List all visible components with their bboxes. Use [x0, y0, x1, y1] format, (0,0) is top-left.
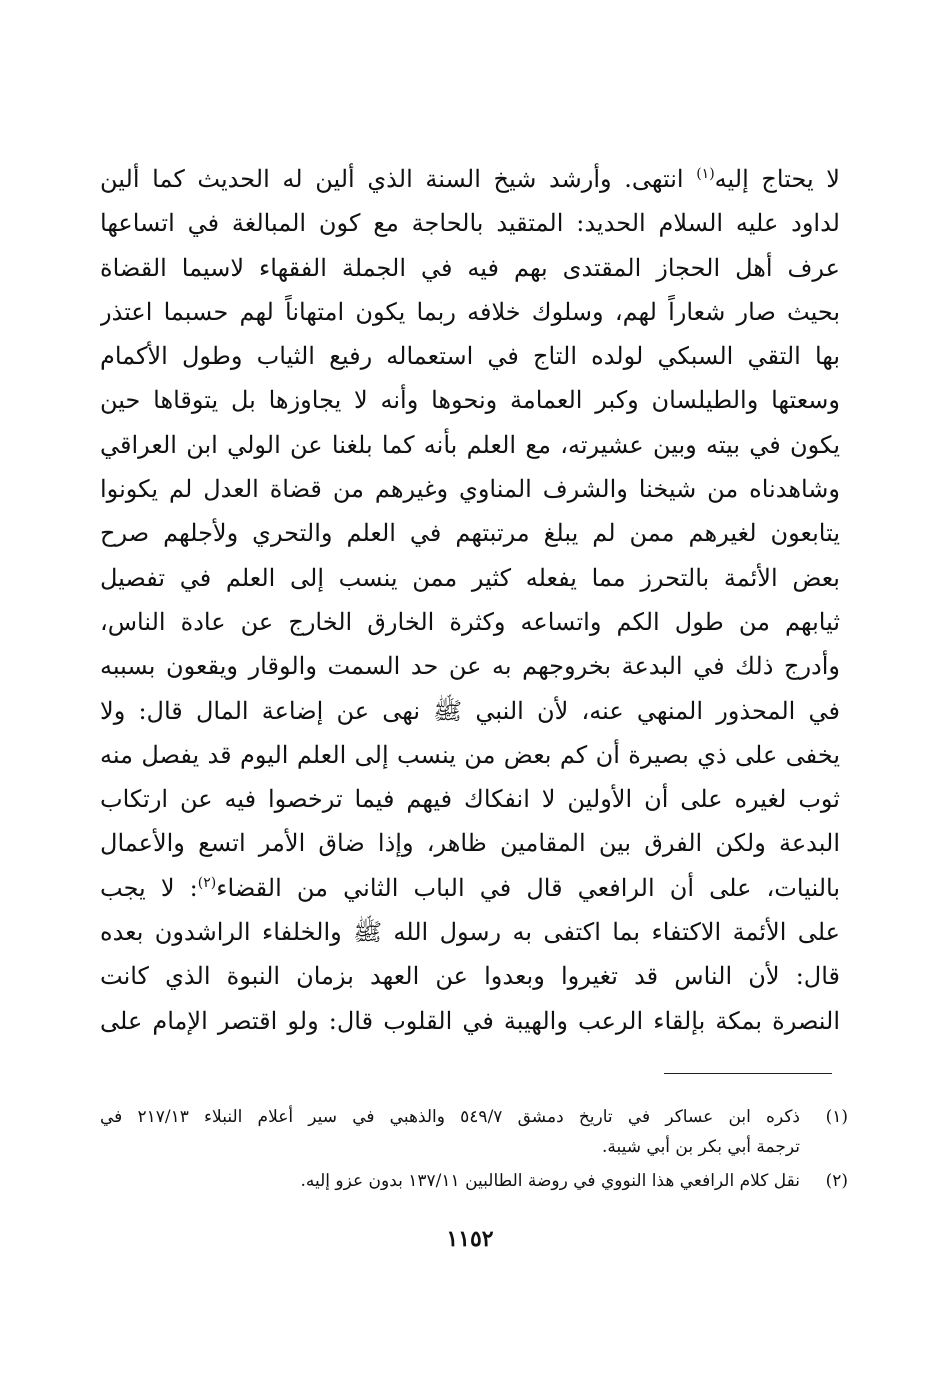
- text-line: وشاهدناه من شيخنا والشرف المناوي وغيرهم من قضاة العدل لم يكونوا: [100, 475, 840, 504]
- footnote-divider: [664, 1073, 832, 1074]
- page-number: ١١٥٢: [446, 1226, 494, 1252]
- text-line: بعض الأئمة بالتحرز مما يفعله كثير ممن ينسب إلى العلم في تفصيل: [100, 563, 840, 592]
- footnote-item: [100, 1102, 848, 1162]
- text-line: يكون في بيته وبين عشيرته، مع العلم بأنه كما بلغنا عن الولي ابن العراقي: [100, 430, 840, 459]
- text-line: البدعة ولكن الفرق بين المقامين ظاهر، وإذا ضاق الأمر اتسع والأعمال: [100, 829, 840, 858]
- text-line: بها التقي السبكي لولده التاج في استعماله رفيع الثياب وطول الأكمام: [100, 342, 840, 371]
- text-line: لا يحتاج إليه$^{(١)}$ انتهى. وأرشد شيخ السنة الذي ألين له الحديث كما ألين: [100, 165, 840, 193]
- text-line: يخفى على ذي بصيرة أن كم بعض من ينسب إلى العلم اليوم قد يفصل منه: [100, 740, 840, 769]
- footnote-item: [100, 1166, 848, 1196]
- text-line: ثيابهم من طول الكم واتساعه وكثرة الخارق الخارج عن عادة الناس،: [100, 607, 840, 636]
- text-line: على الأئمة الاكتفاء بما اكتفى به رسول الله ﷺ والخلفاء الراشدون بعده: [100, 918, 840, 947]
- text-line: لداود عليه السلام الحديد: المتقيد بالحاجة مع كون المبالغة في اتساعها: [100, 209, 840, 238]
- text-line: يتابعون لغيرهم ممن لم يبلغ مرتبتهم في العلم والتحري ولأجلهم صرح: [100, 519, 840, 548]
- footnote-number: (٢): [825, 1171, 848, 1191]
- text-line: ثوب لغيره على أن الأولين لا انفكاك فيهم فيما ترخصوا فيه عن ارتكاب: [100, 785, 840, 814]
- text-line: عرف أهل الحجاز المقتدى بهم فيه في الجملة الفقهاء لاسيما القضاة: [100, 253, 840, 282]
- text-line: بحيث صار شعاراً لهم، وسلوك خلافه ربما يكون امتهاناً لهم حسبما اعتذر: [100, 297, 840, 326]
- footnote-marker: (١): [696, 166, 715, 182]
- footnote-text: ترجمة أبي بكر بن أبي شيبة.: [601, 1137, 800, 1157]
- footnote-text: نقل كلام الرافعي هذا النووي في روضة الطالبين ١٣٧/١١ بدون عزو إليه.: [300, 1171, 800, 1191]
- text-line: بالنيات، على أن الرافعي قال في الباب الثاني من القضاء$^{(٢)}$: لا يجب: [100, 873, 840, 902]
- text-line: النصرة بمكة بإلقاء الرعب والهيبة في القلوب قال: ولو اقتصر الإمام على: [100, 1006, 840, 1035]
- main-text: [100, 157, 840, 1043]
- text-line: وسعتها والطيلسان وكبر العمامة ونحوها وأنه لا يجاوزها بل يتوقاها حين: [100, 386, 840, 415]
- text-line: في المحذور المنهي عنه، لأن النبي ﷺ نهى عن إضاعة المال قال: ولا: [100, 696, 840, 725]
- text-line: قال: لأن الناس قد تغيروا وبعدوا عن العهد بزمان النبوة الذي كانت: [100, 962, 840, 991]
- footnote-number: (١): [825, 1107, 848, 1127]
- footnote-text: ذكره ابن عساكر في تاريخ دمشق ٥٤٩/٧ والذهبي في سير أعلام النبلاء ٢١٧/١٣ في: [100, 1107, 800, 1127]
- text-line: وأدرج ذلك في البدعة بخروجهم به عن حد السمت والوقار ويقعون بسببه: [100, 652, 840, 681]
- footnotes: [100, 1102, 848, 1200]
- footnote-marker: (٢): [197, 874, 217, 891]
